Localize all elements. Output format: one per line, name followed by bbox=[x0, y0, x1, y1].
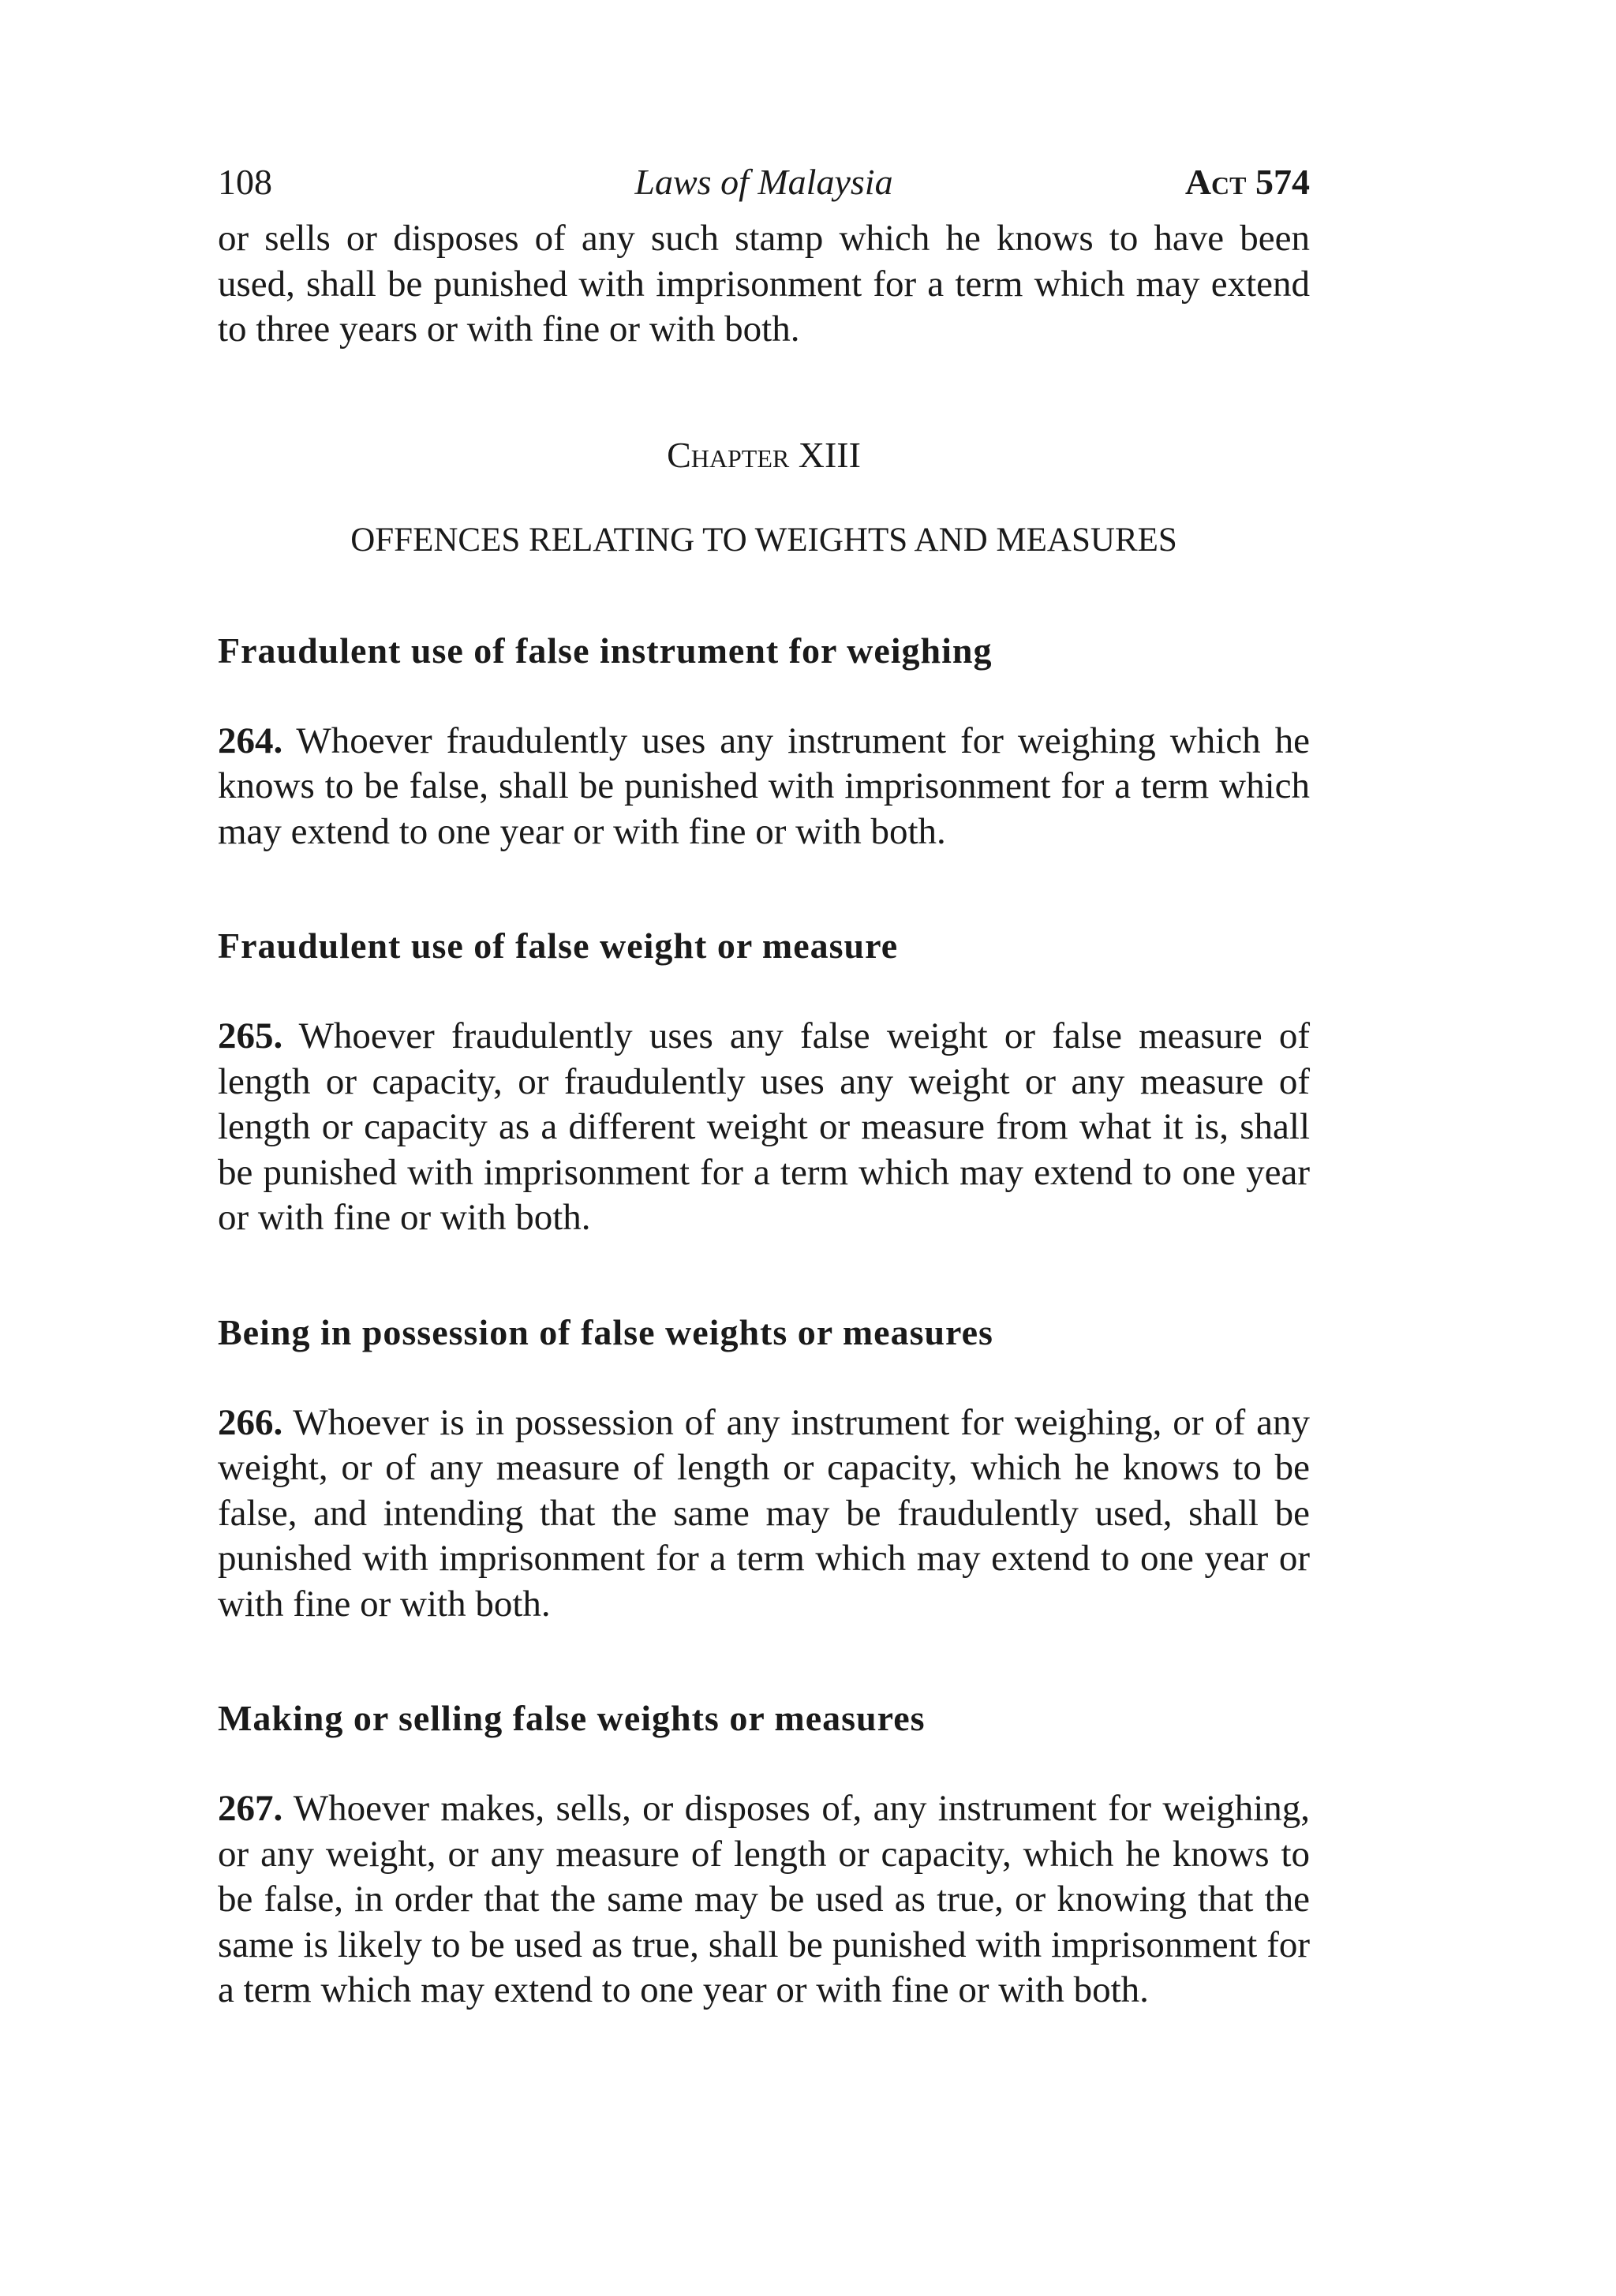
section-number: 267. bbox=[218, 1788, 283, 1829]
section-264 bbox=[218, 719, 1310, 855]
page-number: 108 bbox=[218, 162, 272, 202]
section-text: Whoever is in possession of any instrument for weighing, or of any weight, or of any measure of length or capacity, which he knows to be false, and intending that the same may be fraudulently used, shall be punished with imprisonment for a term which may extend to one year or with fine or with both. bbox=[218, 1401, 1311, 1625]
section-heading-265: Fraudulent use of false weight or measure bbox=[218, 926, 899, 966]
section-heading-266: Being in possession of false weights or measures bbox=[218, 1311, 993, 1352]
section-text: Whoever makes, sells, or disposes of, any instrument for weighing, or any weight, or any measure of length or capacity, which he knows to be false, in order that the same may be used as true, or knowing that the same is likely to be used as true, shall be punished with imprisonment for a term which may extend to one year or with fine or with both. bbox=[218, 1788, 1311, 2010]
section-heading-264: Fraudulent use of false instrument for weighing bbox=[218, 630, 993, 671]
section-heading-267: Making or selling false weights or measures bbox=[218, 1698, 926, 1738]
chapter-heading: Chapter XIII bbox=[667, 434, 861, 475]
section-266 bbox=[218, 1400, 1310, 1628]
document-page bbox=[218, 155, 1310, 2014]
section-267 bbox=[218, 1786, 1310, 2014]
chapter-title: OFFENCES RELATING TO WEIGHTS AND MEASURES bbox=[350, 521, 1177, 559]
section-text: Whoever fraudulently uses any false weight or false measure of length or capacity, or fraudulently uses any weight or any measure of length or capacity as a different weight or measure from what it is, shall be punished with imprisonment for a term which may extend to one year or with fine or with both. bbox=[218, 1015, 1310, 1238]
section-number: 265. bbox=[218, 1015, 283, 1056]
section-text: Whoever fraudulently uses any instrument for weighing which he knows to be false, shall be punished with imprisonment for a term which may extend to one year or with fine or with both. bbox=[218, 720, 1310, 852]
section-265 bbox=[218, 1014, 1310, 1241]
section-number: 266. bbox=[218, 1401, 283, 1443]
act-number: Act 574 bbox=[1184, 162, 1310, 202]
section-number: 264. bbox=[218, 720, 283, 761]
continued-paragraph: or sells or disposes of any such stamp which he knows to have been used, shall be punished with imprisonment for a term which may extend to three years or with fine or with both. bbox=[218, 218, 1310, 350]
publication-title: Laws of Malaysia bbox=[634, 162, 893, 202]
running-header bbox=[218, 155, 1310, 210]
